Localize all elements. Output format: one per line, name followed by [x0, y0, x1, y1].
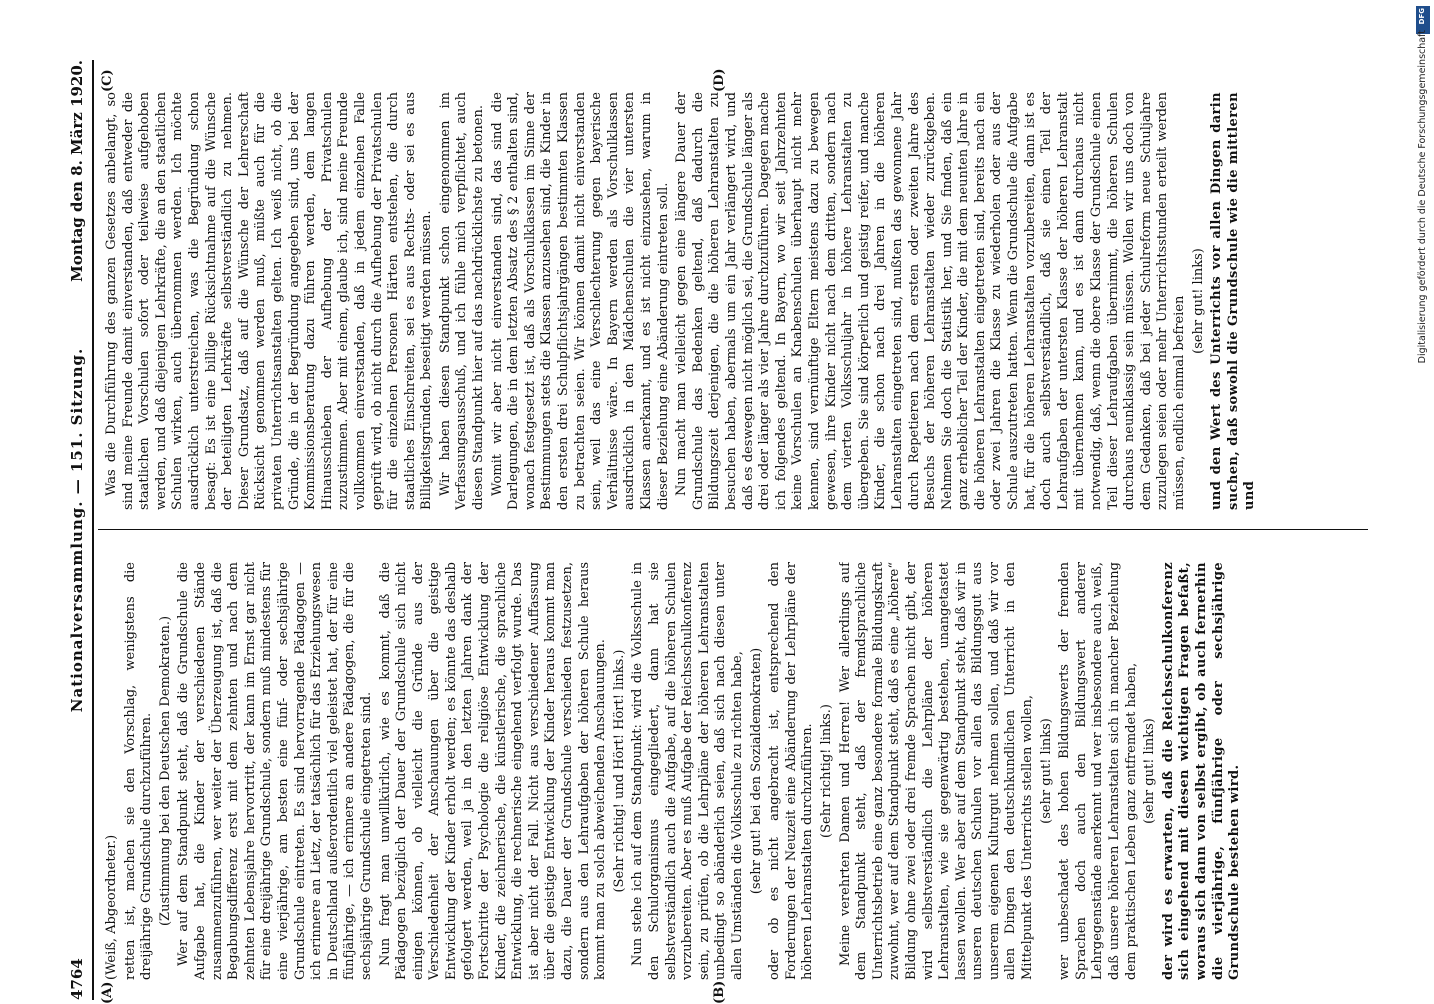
right-column [104, 92, 1364, 510]
paragraph: Nun macht man vielleicht gegen eine längere Dauer der Grundschule das Bedenken geltend, daß dadurch die Bildungszeit derjenigen, die die höheren Lehranstalten zu besuchen haben, abermals um ein Jahr verlängert wird, und daß es deswegen nicht möglich sei, die Grundschule länger als drei oder länger als vier Jahre durchzuführen. Dagegen mache ich folgendes geltend. In Bayern, wo wir seit Jahrzehnten keine Vorschulen an Knabenschulen überhaupt nicht mehr kennen, sind vernünftige Eltern meistens dazu zu bewegen gewesen, ihre Kinder nicht nach dem dritten, sondern nach dem vierten Volksschuljahr in höhere Lehranstalten zu übergeben. Sie sind körperlich und geistig reifer, und manche Kinder, die schon nach drei Jahren in die höheren Lehranstalten eingetreten sind, mußten das gewonnene Jahr durch Repetieren nach dem ersten oder zweiten Jahre des Besuchs der höheren Lehranstalten wieder zurückgeben. Nehmen Sie doch die Statistik her, und Sie finden, daß ein ganz erheblicher Teil der Kinder, die mit dem neunten Jahre in die höheren Lehranstalten eingetreten sind, bereits nach ein oder zwei Jahren die Klasse zu wiederholen oder aus der Schule auszutreten hatten. Wenn die Grundschule die Aufgabe hat, für die höheren Lehranstalten vorzubereiten, dann ist es doch auch selbstverständlich, daß sie einen Teil der Lehraufgaben der untersten Klasse der höheren Lehranstalt mit übernehmen kann, und es ist dann durchaus nicht notwendig, daß, wenn die obere Klasse der Grundschule einen Teil dieser Lehraufgaben übernimmt, die höheren Schulen durchaus neunklassig sein müssen. Wollen wir uns doch von dem Gedanken, daß bei jeder Schulreform neue Schuljahre zuzulegen seien oder mehr Unterrichtsstunden erteilt werden müssen, endlich einmal befreien [674, 92, 1187, 510]
paragraph: retten ist, machen sie den Vorschlag, wenigstens die dreijährige Grundschule durchzuführen. [122, 562, 155, 980]
margin-mark-d: (D) [712, 68, 727, 92]
interjection: (sehr gut! bei den Sozialdemokraten) [748, 647, 764, 895]
paragraph: Meine verehrten Damen und Herren! Wer allerdings auf dem Standpunkt steht, daß der fremdsprachliche Unterrichtsbetrieb eine ganz besondere formale Bildungskraft zuwohnt, wer auf dem Standpunkt steht, daß es eine „höhere“ Bildung ohne zwei oder drei fremde Sprachen nicht gibt, der wird selbstverständlich die Lehrpläne der höheren Lehranstalten, wie sie gegenwärtig bestehen, unangetastet lassen wollen. Wer aber auf dem Standpunkt steht, daß wir in unseren deutschen Schulen vor allen das Bildungsgut aus unserem eigenen Kulturgut nehmen sollen, und daß wir vor allen Dingen den deutschkundlichen Unterricht in den Mittelpunkt des Unterrichts stellen wollen, [837, 562, 1036, 980]
margin-mark-c: (C) [100, 69, 115, 92]
header-rule [92, 60, 94, 1000]
paragraph: Wer auf dem Standpunkt steht, daß die Grundschule die Aufgabe hat, die Kinder der verschiedenen Stände zusammenzuführen, wer weiter der Überzeugung ist, daß die Begabungsdifferenz erst mit dem zehnten und nach dem zehnten Lebensjahre hervortritt, der kann im Ernst gar nicht für eine dreijährige Grundschule, sondern muß mindestens für eine vierjährige, am besten eine fünf- oder sechsjährige Grundschule eintreten. Es sind hervorragende Pädagogen — ich erinnere an Lietz, der tatsächlich für das Erziehungswesen in Deutschland außerordentlich viel geleistet hat, der für eine fünfjährige, — ich erinnere an andere Pädagogen, die für die sechsjährige Grundschule eingetreten sind. [176, 562, 374, 980]
left-column [104, 562, 1364, 980]
interjection: (Sehr richtig! links.) [818, 704, 834, 838]
interjection: (Sehr richtig! und Hört! Hört! links.) [611, 649, 627, 893]
paragraph: oder ob es nicht angebracht ist, entsprechend den Forderungen der Neuzeit eine Abänderung der Lehrpläne der höheren Lehranstalten durchzuführen. [767, 562, 816, 980]
running-header [68, 60, 90, 1000]
paragraph: und den Wert des Unterrichts vor allen Dingen darin suchen, daß sowohl die Grundschule wie die mittleren und [1209, 92, 1258, 510]
rotated-page-content [62, 60, 1382, 1004]
paragraph: Nun fragt man unwillkürlich, wie es kommt, daß die Pädagogen bezüglich der Dauer der Grundschule sich nicht einigen können, ob vielleicht die Gründe aus der Verschiedenheit der Anschauungen über die geistige Entwicklung der Kinder erholt werden; es könnte das deshalb gefolgert werden, weil ja in den letzten Jahren dank der Fortschritte der Psychologie die religiöse Entwicklung der Kinder, die zeichnerische, die künstlerische, die sprachliche Entwicklung, die rechnerische eingehend verfolgt wurde. Das ist aber nicht der Fall. Nicht aus verschiedener Auffassung über die geistige Entwicklung der Kinder heraus kommt man dazu, die Dauer der Grundschule verschieden festzusetzen, sondern aus den Lehraufgaben der höheren Schule heraus kommt man zu solch abweichenden Anschauungen. [377, 562, 609, 980]
margin-mark-a: (A) [100, 981, 115, 1004]
margin-mark-b: (B) [712, 980, 727, 1004]
column-divider [98, 529, 1368, 530]
paragraph: Womit wir aber nicht einverstanden sind, das sind die Darlegungen, die in dem letzten Absatz des § 2 enthalten sind, wonach festgesetzt ist, daß als Vorschulklassen im Sinne der Bestimmungen stets die Klassen anzusehen sind, die Kinder in den ersten drei Schulpflichtsjahrgängen bestimmten Klassen zu betrachten seien. Wir können damit nicht einverstanden sein, weil das eine Verschlechterung gegen bayerische Verhältnisse wäre. In Bayern werden als Vorschulklassen ausdrücklich in den Mädchenschulen die vier untersten Klassen anerkannt, und es ist nicht einzusehen, warum in dieser Beziehung eine Abänderung eintreten soll. [489, 92, 671, 510]
interjection: (sehr gut! links) [1142, 718, 1158, 824]
page-number: 4764 [68, 958, 86, 1000]
paragraph: Was die Durchführung des ganzen Gesetzes anbelangt, so sind meine Freunde damit einverstanden, daß entweder die staatlichen Vorschulen sofort oder teilweise aufgehoben werden, und daß diejenigen Lehrkräfte, die an den staatlichen Schulen wirken, auch übernommen werden. Ich möchte ausdrücklich unterstreichen, was die Begründung schon besagt: Es ist eine billige Rücksichtnahme auf die Wünsche der beteiligten Lehrkräfte selbstverständlich zu nehmen. Dieser Grundsatz, daß auf die Wünsche der Lehrerschaft Rücksicht genommen werden muß, müßte auch für die privaten Unterrichtsanstalten gelten. Ich weiß nicht, ob die Gründe, die in der Begründung angegeben sind, uns bei der Kommissionsberatung dazu führen werden, dem langen Hinausschieben der Aufhebung der Privatschulen zuzustimmen. Aber mit einem, glaube ich, sind meine Freunde vollkommen einverstanden, daß in jedem einzelnen Falle geprüft wird, ob nicht durch die Aufhebung der Privatschulen für die einzelnen Personen Härten entstehen, die durch staatliches Einschreiten, sei es aus Rechts- oder sei es aus Billigkeitsgründen, beseitigt werden müssen. [104, 92, 435, 510]
session-date: Montag den 8. März 1920. [68, 60, 86, 282]
interjection: (sehr gut! links) [1038, 718, 1054, 824]
speaker-note: (Weiß, Abgeordneter.) [104, 834, 119, 980]
paragraph: Wir haben diesen Standpunkt schon eingenommen im Verfassungsausschuß, und ich fühle mich verpflichtet, auch diesen Standpunkt hier auf das nachdrücklichste zu betonen. [437, 92, 487, 510]
dfg-logo: DFG [1416, 6, 1430, 34]
digitization-note: Digitalisierung gefördert durch die Deutsche Forschungsgemeinschaft [1417, 30, 1428, 364]
interjection: (Zustimmung bei den Deutschen Demokraten.) [157, 615, 173, 927]
paragraph: Nun stehe ich auf dem Standpunkt: wird die Volksschule in den Schulorganismus eingegliedert, dann hat sie selbstverständlich auch die Aufgabe, auf die höheren Schulen vorzubereiten. Aber es muß Aufgabe der Reichsschulkonferenz sein, zu prüfen, ob die Lehrpläne der höheren Lehranstalten unbedingt so abänderlich seien, daß sich nach diesen unter allen Umständen die Volksschule zu richten habe, [630, 562, 745, 980]
paragraph: wer unbeschadet des hohen Bildungswerts der fremden Sprachen doch auch den Bildungswert anderer Lehrgegenstände anerkennt und wer insbesondere auch weiß, daß unsere höheren Lehranstalten sich in mancher Beziehung dem praktischen Leben ganz entfremdet haben, [1057, 562, 1139, 980]
paragraph: der wird es erwarten, daß die Reichsschulkonferenz sich eingehend mit diesen wichtigen Fragen befaßt, woraus sich dann von selbst ergibt, ob auch fernerhin die vierjährige, fünfjährige oder sechsjährige Grundschule bestehen wird. [1160, 562, 1243, 980]
session-title: Nationalversammlung. — 151. Sitzung. [68, 347, 86, 713]
interjection: (sehr gut! links) [1190, 248, 1206, 354]
